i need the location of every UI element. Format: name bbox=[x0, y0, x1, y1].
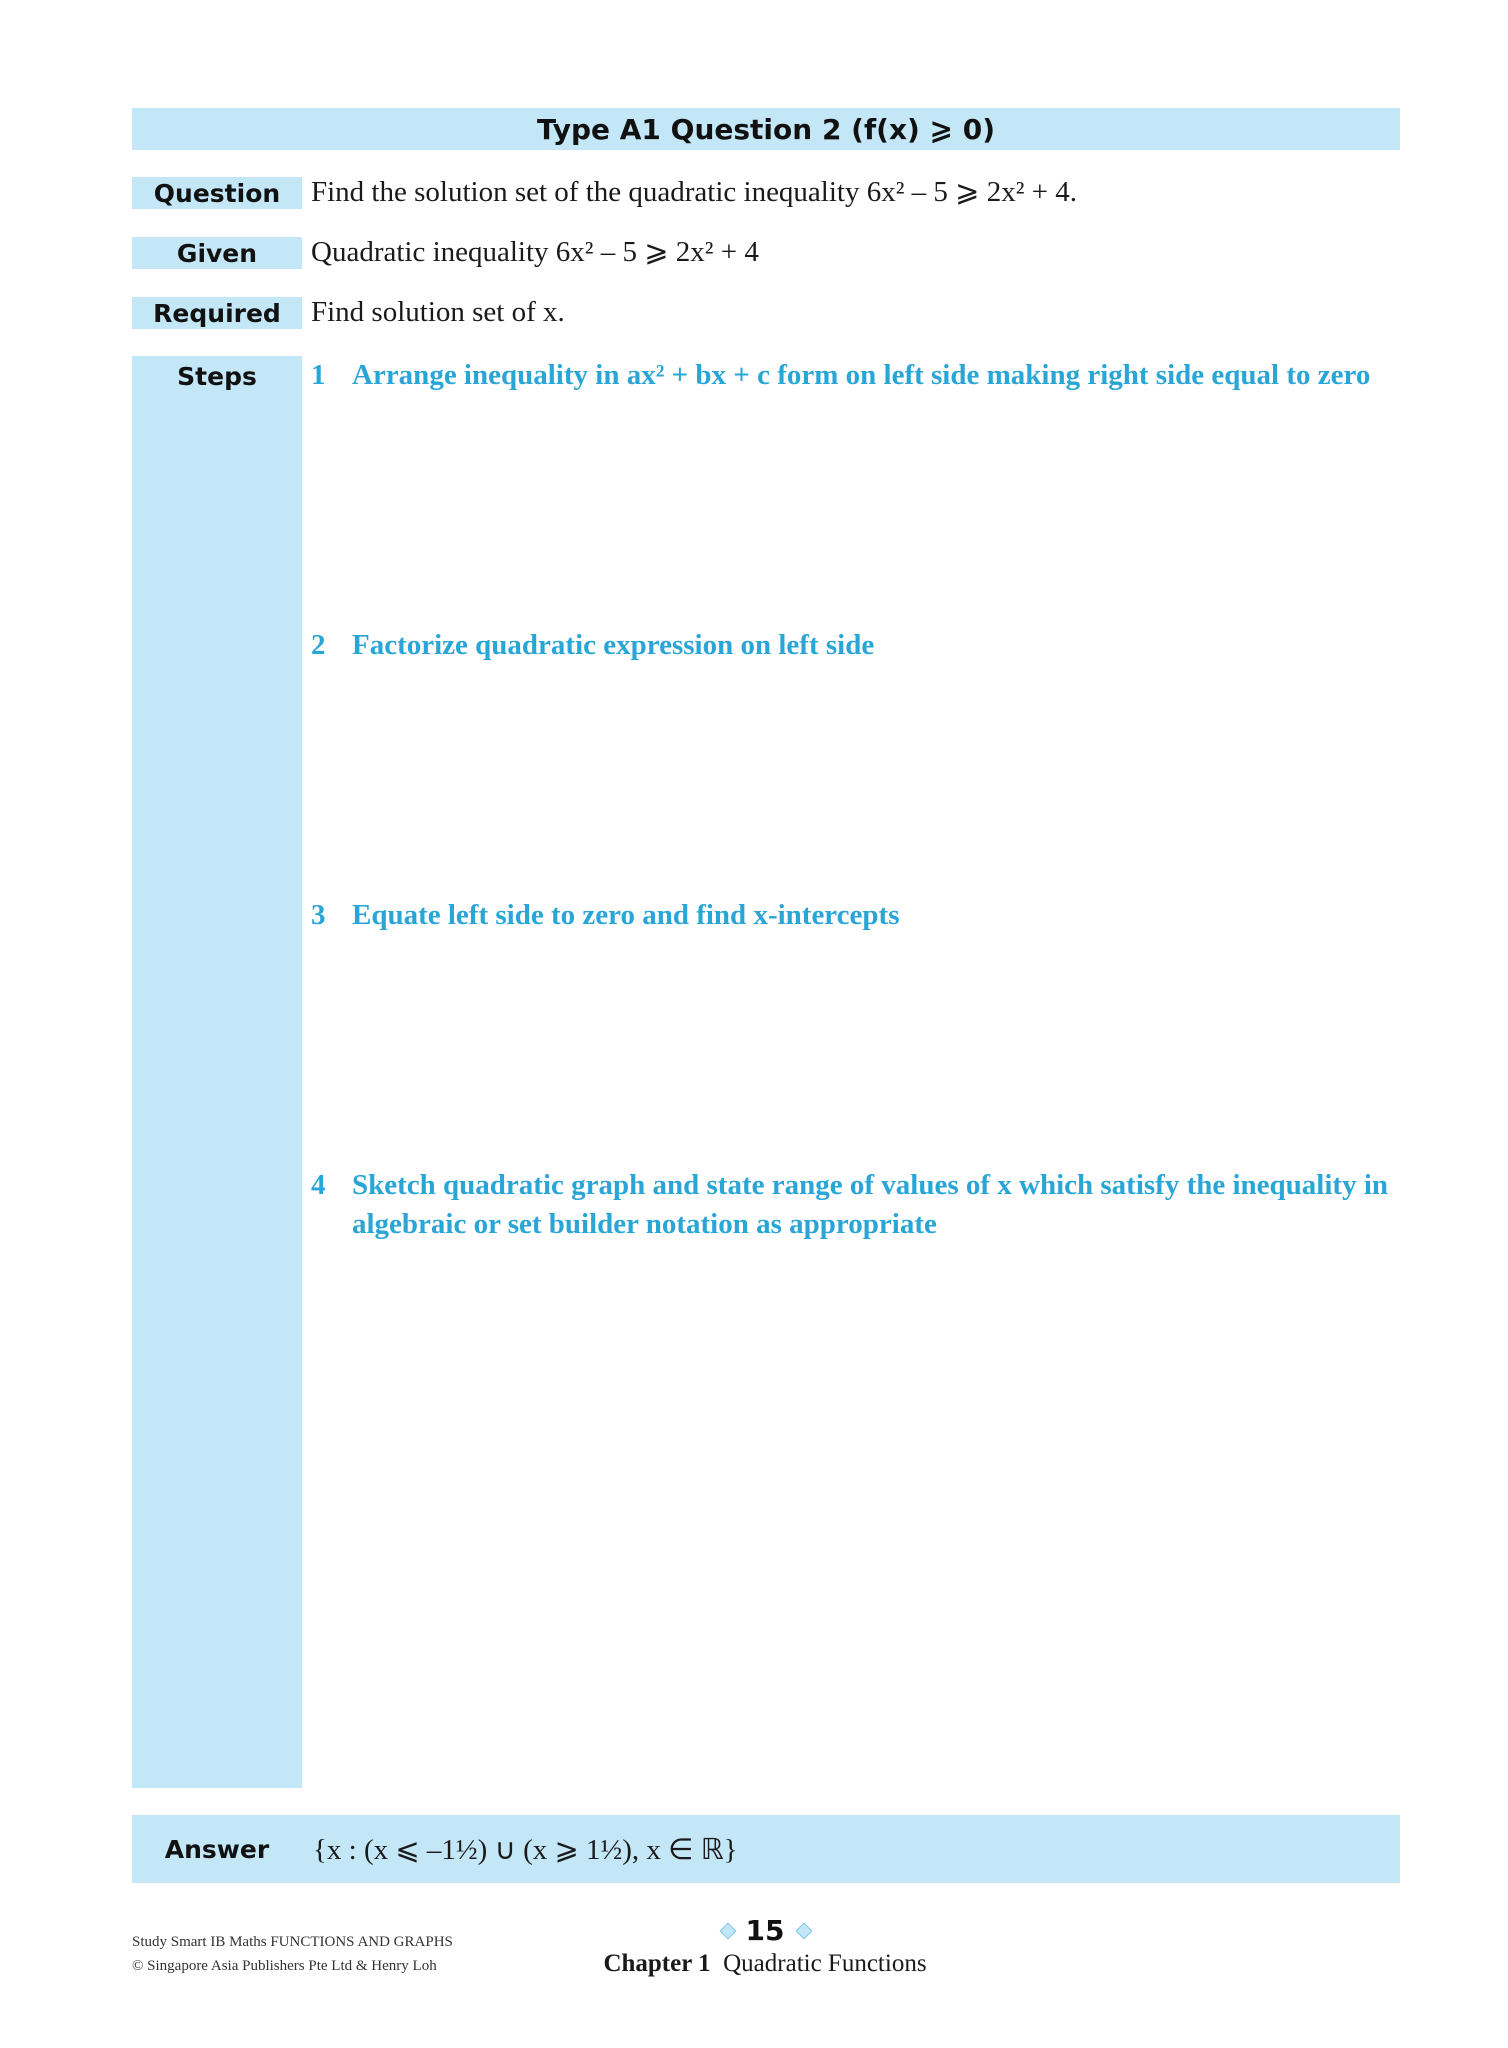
steps-label: Steps bbox=[177, 361, 257, 391]
page-number: 15 bbox=[745, 1913, 785, 1947]
book-title: Study Smart IB Maths FUNCTIONS AND GRAPHS bbox=[132, 1934, 453, 1950]
chapter-title: Quadratic Functions bbox=[723, 1950, 927, 1977]
step-number: 3 bbox=[311, 899, 326, 931]
question-title: Type A1 Question 2 (f(x) ⩾ 0) bbox=[536, 112, 996, 146]
answer-label: Answer bbox=[164, 1834, 270, 1864]
step-1 bbox=[311, 356, 1403, 395]
step-4 bbox=[311, 1166, 1403, 1244]
question-label: Question bbox=[132, 177, 302, 209]
diamond-ornament-icon bbox=[720, 1923, 734, 1937]
step-2 bbox=[311, 626, 1403, 665]
page-number-block bbox=[700, 1912, 830, 1948]
steps-column bbox=[132, 356, 302, 1788]
diamond-ornament-icon bbox=[796, 1923, 810, 1937]
given-text: Quadratic inequality 6x² – 5 ⩾ 2x² + 4 bbox=[311, 236, 759, 268]
step-text: Factorize quadratic expression on left side bbox=[352, 629, 875, 661]
step-number: 4 bbox=[311, 1169, 326, 1201]
required-text: Find solution set of x. bbox=[311, 296, 565, 328]
chapter-label: Chapter 1 bbox=[603, 1950, 711, 1977]
step-text: Equate left side to zero and find x-intercepts bbox=[352, 899, 900, 931]
step-number: 2 bbox=[311, 629, 326, 661]
footer-credits bbox=[132, 1930, 453, 1978]
step-text: Arrange inequality in ax² + bx + c form on left side making right side equal to zero bbox=[352, 359, 1371, 391]
step-text: Sketch quadratic graph and state range of values of x which satisfy the inequality in algebraic or set builder notation as appropriate bbox=[352, 1169, 1389, 1240]
chapter-line bbox=[560, 1950, 970, 1978]
question-text: Find the solution set of the quadratic inequality 6x² – 5 ⩾ 2x² + 4. bbox=[311, 176, 1078, 208]
step-3 bbox=[311, 896, 1403, 935]
question-title-bar bbox=[132, 108, 1400, 150]
step-number: 1 bbox=[311, 359, 326, 391]
copyright: © Singapore Asia Publishers Pte Ltd & Henry Loh bbox=[132, 1958, 437, 1974]
required-label: Required bbox=[132, 297, 302, 329]
given-label: Given bbox=[132, 237, 302, 269]
answer-text: {x : (x ⩽ –1½) ∪ (x ⩾ 1½), x ∈ ℝ} bbox=[313, 1833, 738, 1866]
